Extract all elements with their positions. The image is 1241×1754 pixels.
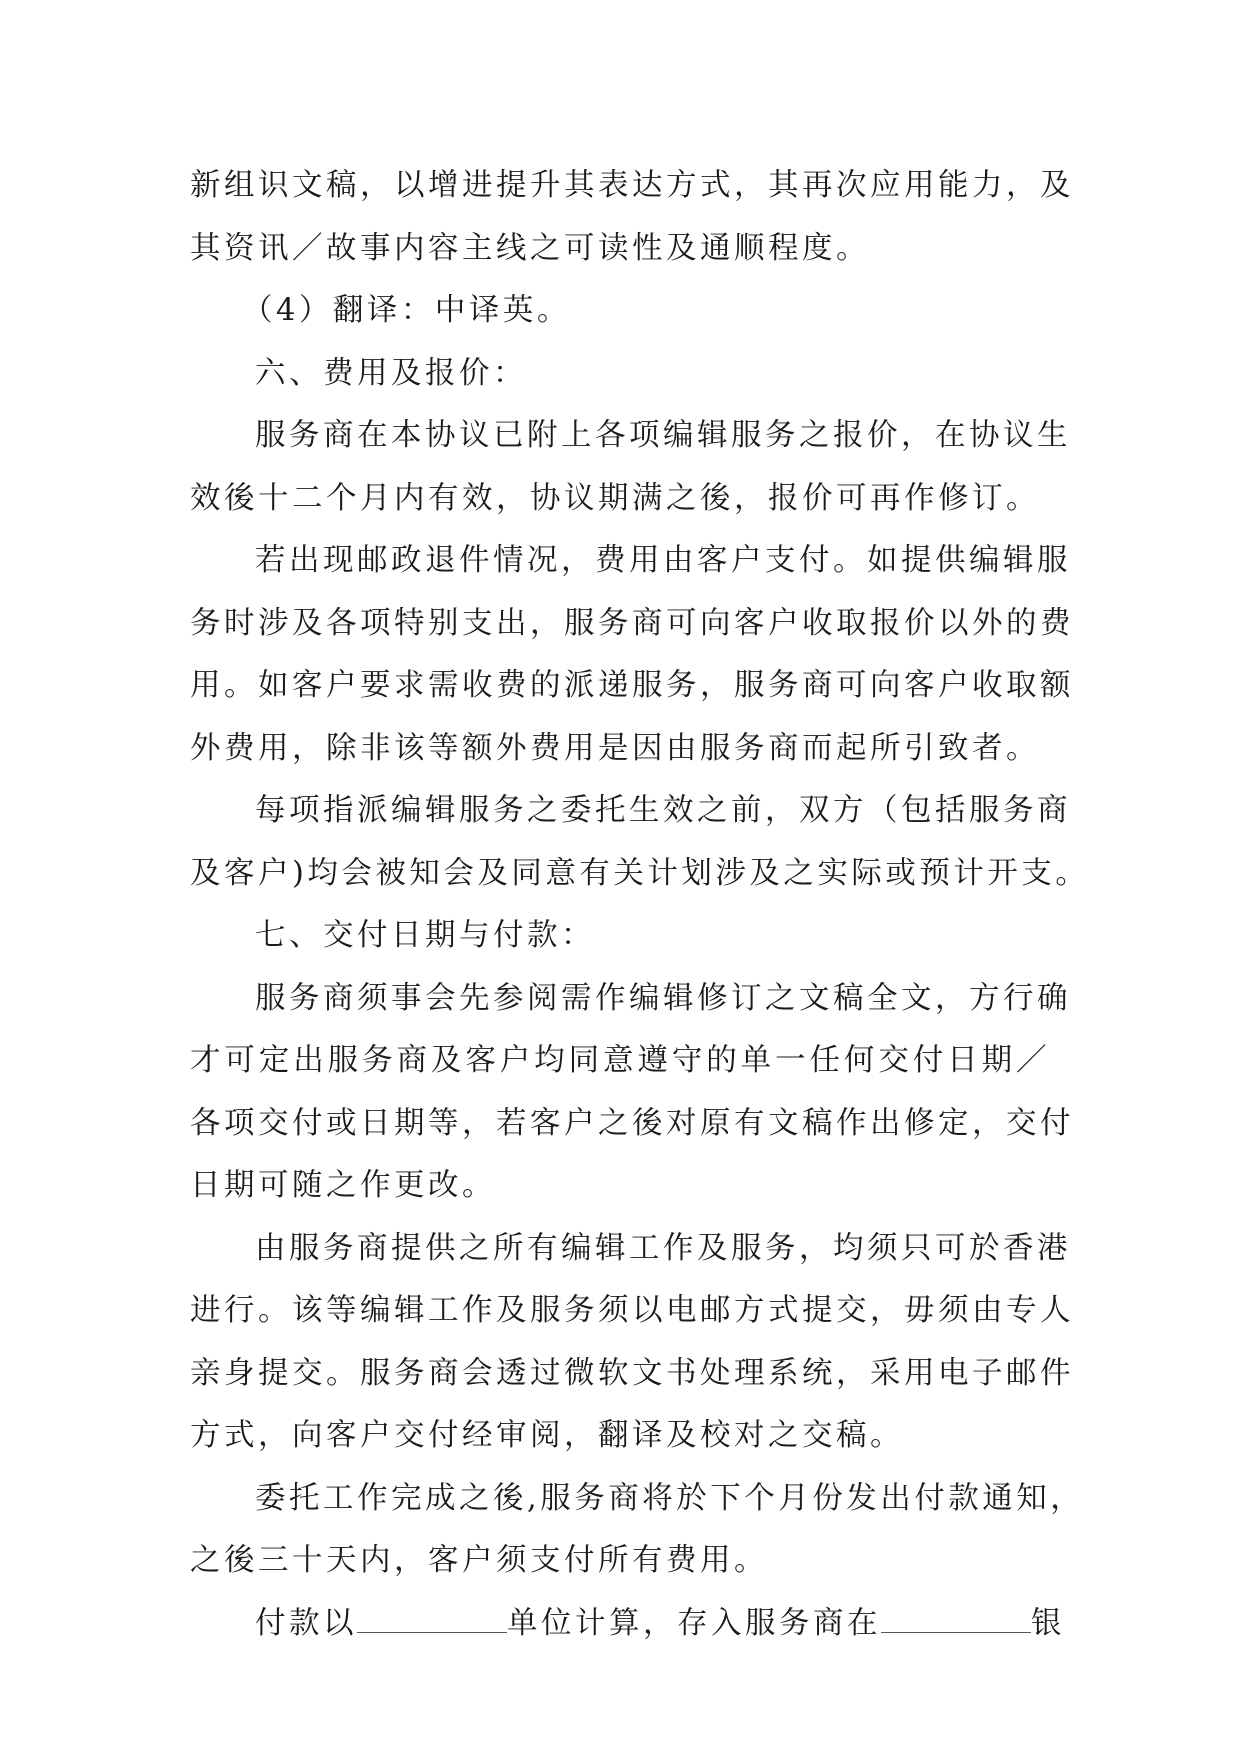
- paragraph-line: 各项交付或日期等，若客户之後对原有文稿作出修定，交付: [190, 1105, 1074, 1141]
- section-heading: 七、交付日期与付款：: [255, 918, 595, 953]
- paragraph-line: 日期可随之作更改。: [190, 1168, 496, 1203]
- list-item: （4）翻译：中译英。: [242, 293, 571, 328]
- paragraph-line: 才可定出服务商及客户均同意遵守的单一任何交付日期／: [190, 1043, 1050, 1078]
- paragraph-line: 进行。该等编辑工作及服务须以电邮方式提交，毋须由专人: [190, 1293, 1074, 1328]
- paragraph-line: 若出现邮政退件情况，费用由客户支付。如提供编辑服: [255, 543, 1071, 578]
- paragraph-line: 服务商在本协议已附上各项编辑服务之报价，在协议生: [255, 418, 1071, 453]
- paragraph-line: 之後三十天内，客户须支付所有费用。: [190, 1543, 768, 1578]
- paragraph-line: 用。如客户要求需收费的派递服务，服务商可向客户收取额: [190, 668, 1074, 703]
- payment-text-1: 付款以: [255, 1605, 357, 1641]
- blank-field-currency[interactable]: [357, 1610, 507, 1633]
- paragraph-line: 每项指派编辑服务之委托生效之前，双方（包括服务商: [255, 793, 1071, 828]
- paragraph-line: 委托工作完成之後,服务商将於下个月份发出付款通知，: [255, 1480, 1085, 1516]
- paragraph-line: 其资讯／故事内容主线之可读性及通顺程度。: [190, 230, 870, 266]
- payment-text-2: 单位计算，存入服务商在: [507, 1605, 881, 1641]
- blank-field-bank[interactable]: [881, 1610, 1031, 1633]
- paragraph-line: 外费用，除非该等额外费用是因由服务商而起所引致者。: [190, 730, 1040, 766]
- payment-text-3: 银: [1031, 1605, 1065, 1641]
- paragraph-line: 及客户)均会被知会及同意有关计划涉及之实际或预计开支。: [190, 855, 1090, 891]
- paragraph-line: 务时涉及各项特别支出，服务商可向客户收取报价以外的费: [190, 605, 1074, 641]
- paragraph-line: 服务商须事会先参阅需作编辑修订之文稿全文，方行确: [255, 980, 1071, 1016]
- section-heading: 六、费用及报价：: [255, 355, 527, 391]
- document-body: [190, 155, 1090, 1655]
- paragraph-line: 效後十二个月内有效，协议期满之後，报价可再作修订。: [190, 480, 1040, 516]
- paragraph-line: 新组识文稿，以增进提升其表达方式，其再次应用能力，及: [190, 168, 1074, 203]
- payment-line: [190, 1593, 1065, 1656]
- paragraph-line: 亲身提交。服务商会透过微软文书处理系统，采用电子邮件: [190, 1355, 1074, 1391]
- paragraph-line: 方式，向客户交付经审阅，翻译及校对之交稿。: [190, 1418, 904, 1453]
- paragraph-line: 由服务商提供之所有编辑工作及服务，均须只可於香港: [255, 1230, 1071, 1266]
